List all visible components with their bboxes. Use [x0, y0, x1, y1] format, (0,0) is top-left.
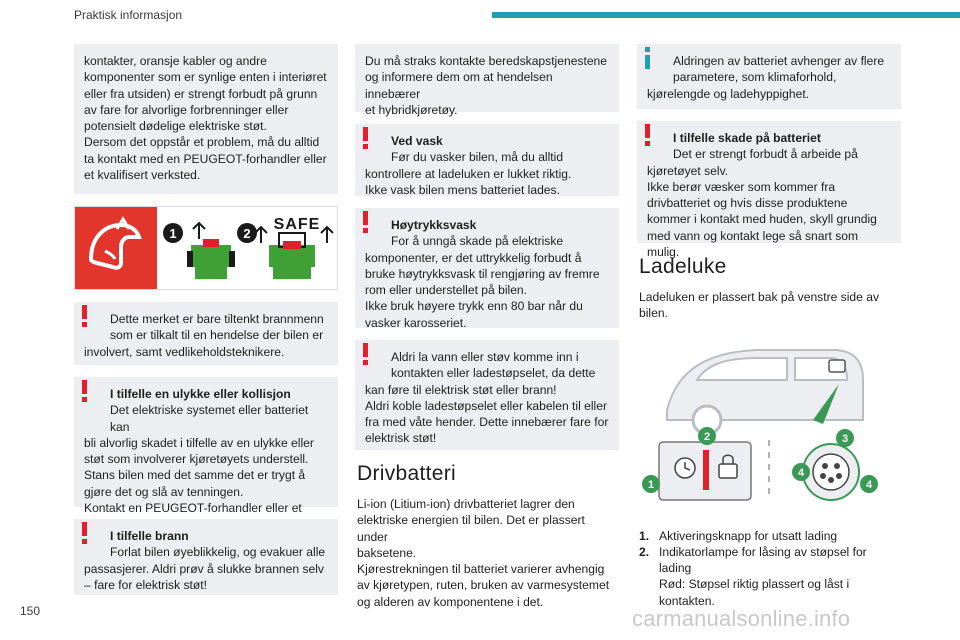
diagram-number-4a: 4 [797, 466, 805, 479]
text-line: kan føre til elektrisk støt eller brann! [365, 382, 557, 397]
text-line: potensielt dødelige elektriske støt. [84, 119, 267, 134]
lock-icon [719, 464, 737, 478]
text-line: passasjerer. Aldri prøv å slukke brannen selv [84, 561, 324, 576]
warning-icon [361, 127, 371, 149]
text-line: Aldri la vann eller støv komme inn i [391, 350, 579, 364]
diagram-number-4b: 4 [865, 478, 873, 491]
info-icon [643, 47, 653, 69]
warning-fire [74, 519, 338, 595]
text-line: elektrisk støt! [365, 431, 437, 446]
service-box [355, 44, 619, 117]
text-line: av kjøretypen, ruten, bruken av varmesystemet [357, 578, 610, 593]
intro-box [74, 44, 338, 194]
text-line: og alderen av komponentene i det. [357, 594, 544, 609]
text-line: Før du vasker bilen, må du alltid [391, 150, 564, 165]
warning-safe-label [74, 302, 338, 365]
list-item [639, 528, 901, 544]
safe-connector-diagram [157, 207, 337, 289]
lock-indicator-lamp [703, 450, 709, 490]
warning-title: I tilfelle skade på batteriet [673, 131, 821, 145]
text-line: Kontakt en PEUGEOT-forhandler eller et [84, 501, 302, 516]
drivbatteri-text [357, 496, 619, 610]
section-title-ladeluke: Ladeluke [639, 255, 727, 278]
firefighter-helmet-icon [75, 207, 157, 289]
safe-text: SAFE [273, 216, 321, 233]
firefighter-panel [75, 207, 157, 289]
section-title-drivbatteri: Drivbatteri [357, 462, 456, 485]
warning-icon [361, 211, 371, 233]
text-line: av fare for alvorlige forbrenninger eller [84, 102, 289, 117]
info-battery-aging [637, 44, 901, 109]
warning-title: I tilfelle brann [110, 529, 189, 543]
warning-water [355, 340, 619, 450]
text-line: kjørelengde og ladehyppighet. [647, 86, 810, 101]
text-line: som er tilkalt til en hendelse der bilen er [110, 328, 324, 343]
text-line: kommer i kontakt med huden, skyll grundig [647, 212, 877, 227]
legend-list [639, 528, 901, 609]
text-line: kontakter, oransje kabler og andre [84, 54, 267, 68]
list-number: 1. [639, 528, 650, 543]
warning-title: Ved vask [391, 134, 443, 148]
text-line: Det er strengt forbudt å arbeide på [673, 147, 858, 162]
warning-title: Høytrykksvask [391, 218, 477, 232]
text-line: Dersom det oppstår et problem, må du alltid [84, 135, 320, 150]
column-2 [355, 44, 619, 610]
number-2-label: 2 [243, 226, 251, 241]
text-line: Ikke berør væsker som kommer fra [647, 179, 836, 194]
text-line: rom eller understellet på bilen. [365, 283, 528, 298]
text-line: et hybridkjøretøy. [365, 102, 458, 117]
text-line: baksetene. [357, 545, 417, 560]
text-line: Dette merket er bare tiltenkt brannmenn [110, 312, 324, 326]
header-accent-bar [492, 12, 960, 18]
list-item-continuation [639, 576, 901, 609]
text-line: Ikke vask bilen mens batteriet lades. [365, 182, 560, 197]
warning-icon [361, 343, 371, 365]
text-line: Kjørestrekningen til batteriet varierer avhengig [357, 562, 605, 577]
warning-icon [80, 522, 90, 544]
text-line: Li-ion (Litium-ion) drivbatteriet lagrer den [357, 497, 575, 511]
text-line: vasker karosseriet. [365, 315, 467, 330]
text-line: Forlat bilen øyeblikkelig, og evakuer alle [110, 545, 326, 560]
diagram-number-2: 2 [703, 430, 711, 443]
text-line: kjøretøyet selv. [647, 163, 729, 178]
charging-flap-diagram [637, 330, 901, 510]
text-line: kontakten eller ladestøpselet, da dette [391, 366, 596, 381]
watermark: carmanualsonline.info [632, 606, 851, 631]
warning-icon [643, 124, 653, 146]
text-line: med vann og kontakt lege så snart som mulig. [647, 228, 859, 260]
list-number: 2. [639, 544, 650, 559]
list-text: Indikatorlampe for låsing av støpsel for lading [659, 544, 867, 576]
diagram-number-1: 1 [647, 478, 655, 491]
warning-icon [80, 305, 90, 327]
diagram-number-3: 3 [841, 432, 849, 445]
text-line: For å unngå skade på elektriske [391, 234, 564, 249]
text-line: kontrollere at ladeluken er lukket riktig. [365, 166, 572, 181]
text-line: Du må straks kontakte beredskapstjenestene [365, 54, 608, 68]
warning-high-pressure [355, 208, 619, 328]
text-line: komponenter, er det uttrykkelig forbudt å [365, 250, 582, 265]
header-title: Praktisk informasjon [74, 8, 183, 22]
text-line: bruke høytrykksvask til rengjøring av fremre [365, 266, 600, 281]
text-line: fra med våte hender. Dette innebærer fare for [365, 415, 609, 430]
text-line: – fare for elektrisk støt! [84, 577, 207, 592]
text-line: elektriske energien til bilen. Det er plassert under [357, 513, 585, 544]
list-text: kontakten. [659, 593, 715, 608]
list-text: Aktiveringsknapp for utsatt lading [659, 528, 838, 543]
text-line: eller fra utsiden) er strengt forbudt på grunn [84, 86, 318, 101]
text-line: bli alvorlig skadet i tilfelle av en ulykke eller [84, 435, 314, 450]
column-1 [74, 44, 338, 607]
number-1-label: 1 [169, 226, 177, 241]
list-text: Rød: Støpsel riktig plassert og låst i [659, 577, 850, 592]
warning-icon [80, 380, 90, 402]
text-line: drivbatteriet og hvis disse produktene [647, 196, 848, 211]
text-line: Aldri koble ladestøpselet eller kabelen til eller [365, 398, 607, 413]
text-line: ta kontakt med en PEUGEOT-forhandler eller [84, 151, 327, 166]
warning-wash [355, 124, 619, 196]
page-number: 150 [20, 604, 41, 618]
warning-battery-damage [637, 121, 901, 260]
text-line: Det elektriske systemet eller batteriet kan [110, 403, 309, 434]
column-3 [637, 44, 901, 609]
list-item [639, 544, 901, 577]
text-line: parametere, som klimaforhold, [673, 70, 837, 85]
warning-title: I tilfelle en ulykke eller kollisjon [110, 387, 291, 401]
text-line: involvert, samt vedlikeholdsteknikere. [84, 344, 285, 359]
text-line: komponenter som er synlige enten i interiøret [84, 70, 327, 85]
text-line: et kvalifisert verksted. [84, 168, 201, 183]
text-line: Ladeluken er plassert bak på venstre side av [639, 290, 880, 304]
warning-accident [74, 377, 338, 516]
ladeluke-text [639, 289, 901, 322]
text-line: Aldringen av batteriet avhenger av flere [673, 54, 885, 68]
text-line: gjøre det og slå av tenningen. [84, 484, 244, 499]
text-line: støt som involverer kjøretøyets understell. [84, 452, 309, 467]
text-line: bilen. [639, 306, 668, 321]
safe-label-illustration [74, 206, 338, 290]
charging-flap-marker [829, 360, 845, 372]
text-line: og informere dem om at hendelsen innebærer [365, 70, 553, 101]
text-line: Ikke bruk høyere trykk enn 80 bar når du [365, 299, 583, 314]
text-line: Stans bilen med det samme det er trygt å [84, 468, 306, 483]
